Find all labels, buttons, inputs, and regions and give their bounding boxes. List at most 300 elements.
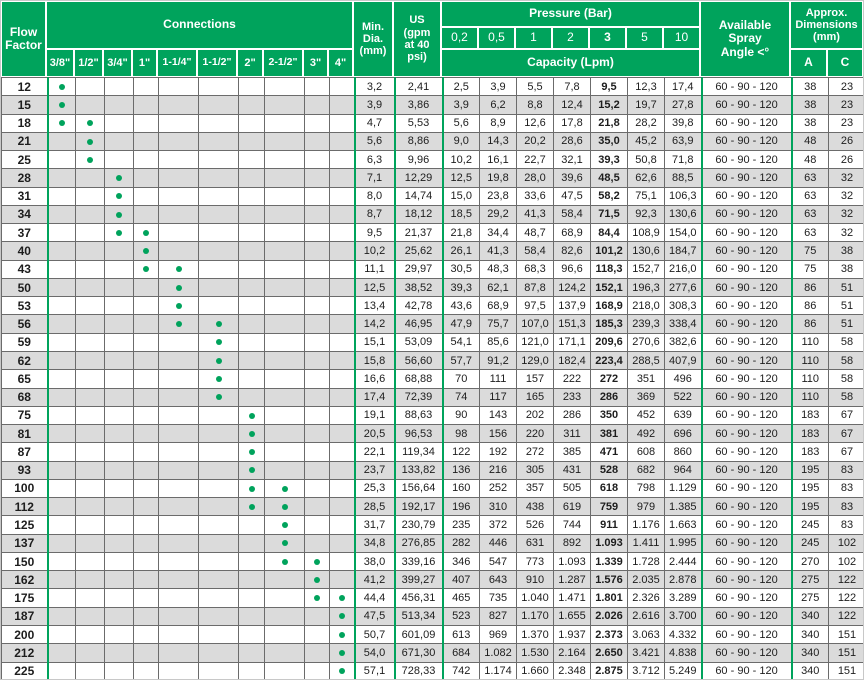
connection-cell xyxy=(239,625,265,643)
us-gpm-cell: 9,96 xyxy=(395,151,443,169)
connection-cell xyxy=(159,498,199,516)
min-dia-cell: 4,7 xyxy=(355,114,395,132)
connection-cell xyxy=(305,132,330,150)
connection-cell xyxy=(105,315,134,333)
connection-dot-icon xyxy=(216,339,222,345)
connection-cell xyxy=(105,498,134,516)
capacity-cell: 431 xyxy=(554,461,591,479)
connection-cell xyxy=(76,552,105,570)
connection-cell xyxy=(134,260,159,278)
connection-cell xyxy=(265,479,305,497)
capacity-cell: 382,6 xyxy=(665,333,702,351)
capacity-cell: 18,5 xyxy=(443,205,480,223)
capacity-cell: 310 xyxy=(480,498,517,516)
connection-cell xyxy=(134,242,159,260)
us-gpm-cell: 5,53 xyxy=(395,114,443,132)
min-dia-cell: 41,2 xyxy=(355,571,395,589)
connection-cell xyxy=(265,242,305,260)
capacity-cell: 129,0 xyxy=(517,351,554,369)
connection-dot-icon xyxy=(116,212,122,218)
connection-dot-icon xyxy=(176,285,182,291)
capacity-cell: 143 xyxy=(480,406,517,424)
connection-cell xyxy=(105,278,134,296)
us-gpm-cell: 25,62 xyxy=(395,242,443,260)
connection-cell xyxy=(105,662,134,680)
connection-cell xyxy=(105,589,134,607)
dim-a-cell: 48 xyxy=(792,151,829,169)
capacity-cell: 98 xyxy=(443,425,480,443)
capacity-cell: 1.728 xyxy=(628,552,665,570)
capacity-cell: 41,3 xyxy=(517,205,554,223)
capacity-cell: 8,9 xyxy=(480,114,517,132)
connection-cell xyxy=(48,151,76,169)
connection-dot-icon xyxy=(339,613,345,619)
min-dia-cell: 47,5 xyxy=(355,607,395,625)
header-spray-angle xyxy=(700,1,790,77)
connection-cell xyxy=(330,625,355,643)
dim-a-cell: 75 xyxy=(792,242,829,260)
capacity-cell: 1.129 xyxy=(665,479,702,497)
capacity-cell: 48,3 xyxy=(480,260,517,278)
connection-dot-icon xyxy=(116,193,122,199)
spray-angle-cell: 60 - 90 - 120 xyxy=(702,461,792,479)
capacity-cell: 12,6 xyxy=(517,114,554,132)
connection-cell xyxy=(48,443,76,461)
connection-cell xyxy=(199,224,239,242)
connection-cell xyxy=(239,607,265,625)
connection-cell xyxy=(134,151,159,169)
capacity-cell: 16,1 xyxy=(480,151,517,169)
capacity-cell: 26,1 xyxy=(443,242,480,260)
connection-dot-icon xyxy=(249,431,255,437)
connection-dot-icon xyxy=(216,321,222,327)
connection-cell xyxy=(159,589,199,607)
connection-cell xyxy=(76,351,105,369)
capacity-cell: 152,7 xyxy=(628,260,665,278)
capacity-cell: 39,3 xyxy=(591,151,628,169)
min-dia-cell: 57,1 xyxy=(355,662,395,680)
connection-cell xyxy=(265,625,305,643)
connection-cell xyxy=(76,205,105,223)
connection-cell xyxy=(305,425,330,443)
connection-cell xyxy=(48,96,76,114)
connection-cell xyxy=(265,498,305,516)
capacity-cell: 121,0 xyxy=(517,333,554,351)
table-row xyxy=(2,479,864,497)
table-row xyxy=(2,406,864,424)
flow-factor-cell: 87 xyxy=(2,443,48,461)
dim-c-cell: 51 xyxy=(829,278,864,296)
min-dia-cell: 38,0 xyxy=(355,552,395,570)
connection-dot-icon xyxy=(339,632,345,638)
capacity-cell: 184,7 xyxy=(665,242,702,260)
capacity-cell: 48,7 xyxy=(517,224,554,242)
flow-factor-cell: 18 xyxy=(2,114,48,132)
capacity-cell: 124,2 xyxy=(554,278,591,296)
dim-a-cell: 275 xyxy=(792,589,829,607)
capacity-cell: 84,4 xyxy=(591,224,628,242)
connection-cell xyxy=(159,571,199,589)
connection-cell xyxy=(330,479,355,497)
dim-a-cell: 195 xyxy=(792,479,829,497)
connection-cell xyxy=(199,260,239,278)
connection-cell xyxy=(330,461,355,479)
connection-dot-icon xyxy=(87,139,93,145)
connection-cell xyxy=(76,461,105,479)
connection-cell xyxy=(76,571,105,589)
min-dia-cell: 3,2 xyxy=(355,78,395,96)
flow-factor-cell: 112 xyxy=(2,498,48,516)
capacity-cell: 233 xyxy=(554,388,591,406)
connection-cell xyxy=(330,278,355,296)
connection-cell xyxy=(134,425,159,443)
connection-cell xyxy=(305,297,330,315)
flow-factor-cell: 187 xyxy=(2,607,48,625)
connection-cell xyxy=(159,96,199,114)
capacity-cell: 216 xyxy=(480,461,517,479)
spray-angle-cell: 60 - 90 - 120 xyxy=(702,224,792,242)
capacity-cell: 2.650 xyxy=(591,644,628,662)
spray-angle-cell: 60 - 90 - 120 xyxy=(702,169,792,187)
dim-a-cell: 183 xyxy=(792,443,829,461)
connection-dot-icon xyxy=(59,84,65,90)
capacity-cell: 1.576 xyxy=(591,571,628,589)
capacity-cell: 62,1 xyxy=(480,278,517,296)
connection-cell xyxy=(48,205,76,223)
connection-cell xyxy=(48,644,76,662)
capacity-cell: 75,1 xyxy=(628,187,665,205)
connection-cell xyxy=(76,388,105,406)
connection-cell xyxy=(305,169,330,187)
min-dia-cell: 10,2 xyxy=(355,242,395,260)
header-pressure-0-5: 0,5 xyxy=(478,27,515,49)
header-pressure-3: 3 xyxy=(589,27,626,49)
connection-cell xyxy=(48,132,76,150)
connection-cell xyxy=(265,260,305,278)
connection-dot-icon xyxy=(143,248,149,254)
connection-cell xyxy=(265,388,305,406)
dim-a-cell: 275 xyxy=(792,571,829,589)
capacity-cell: 71,5 xyxy=(591,205,628,223)
connection-cell xyxy=(105,552,134,570)
capacity-cell: 62,6 xyxy=(628,169,665,187)
flow-factor-cell: 212 xyxy=(2,644,48,662)
connection-dot-icon xyxy=(282,522,288,528)
connection-dot-icon xyxy=(282,486,288,492)
connection-cell xyxy=(199,187,239,205)
capacity-cell: 372 xyxy=(480,516,517,534)
table-header xyxy=(1,1,863,77)
connection-cell xyxy=(330,552,355,570)
connection-cell xyxy=(199,297,239,315)
connection-cell xyxy=(330,662,355,680)
capacity-cell: 2.444 xyxy=(665,552,702,570)
connection-cell xyxy=(239,333,265,351)
header-flow-factor: Flow Factor xyxy=(1,1,46,77)
dim-c-cell: 122 xyxy=(829,607,864,625)
connection-cell xyxy=(48,607,76,625)
capacity-cell: 41,3 xyxy=(480,242,517,260)
connection-cell xyxy=(305,406,330,424)
dim-a-cell: 245 xyxy=(792,516,829,534)
capacity-cell: 28,6 xyxy=(554,132,591,150)
header-approx-line3: (mm) xyxy=(813,31,840,44)
connection-cell xyxy=(199,205,239,223)
connection-cell xyxy=(48,315,76,333)
dim-c-cell: 23 xyxy=(829,96,864,114)
connection-cell xyxy=(76,479,105,497)
dim-c-cell: 122 xyxy=(829,571,864,589)
capacity-cell: 979 xyxy=(628,498,665,516)
flow-factor-cell: 31 xyxy=(2,187,48,205)
capacity-cell: 63,9 xyxy=(665,132,702,150)
us-gpm-cell: 728,33 xyxy=(395,662,443,680)
dim-a-cell: 38 xyxy=(792,96,829,114)
connection-cell xyxy=(48,662,76,680)
connection-cell xyxy=(134,370,159,388)
capacity-cell: 892 xyxy=(554,534,591,552)
us-gpm-cell: 513,34 xyxy=(395,607,443,625)
connection-cell xyxy=(265,333,305,351)
dim-a-cell: 195 xyxy=(792,461,829,479)
connection-cell xyxy=(305,607,330,625)
connection-dot-icon xyxy=(176,303,182,309)
header-size-1: 1" xyxy=(132,49,157,77)
table-row xyxy=(2,187,864,205)
connection-cell xyxy=(48,187,76,205)
capacity-cell: 1.174 xyxy=(480,662,517,680)
capacity-cell: 28,2 xyxy=(628,114,665,132)
capacity-cell: 68,9 xyxy=(480,297,517,315)
table-row xyxy=(2,351,864,369)
connection-cell xyxy=(239,114,265,132)
connection-cell xyxy=(239,242,265,260)
header-size-2: 2" xyxy=(237,49,263,77)
dim-a-cell: 63 xyxy=(792,169,829,187)
header-size-3: 3" xyxy=(303,49,328,77)
connection-dot-icon xyxy=(216,358,222,364)
capacity-cell: 505 xyxy=(554,479,591,497)
connection-cell xyxy=(239,498,265,516)
connection-cell xyxy=(330,589,355,607)
capacity-cell: 90 xyxy=(443,406,480,424)
connection-cell xyxy=(265,315,305,333)
connection-cell xyxy=(105,644,134,662)
connection-cell xyxy=(305,534,330,552)
us-gpm-cell: 53,09 xyxy=(395,333,443,351)
connection-cell xyxy=(159,406,199,424)
connection-cell xyxy=(105,151,134,169)
table-row xyxy=(2,516,864,534)
capacity-cell: 523 xyxy=(443,607,480,625)
connection-dot-icon xyxy=(282,559,288,565)
min-dia-cell: 22,1 xyxy=(355,443,395,461)
connection-cell xyxy=(134,388,159,406)
capacity-cell: 68,3 xyxy=(517,260,554,278)
dim-a-cell: 183 xyxy=(792,425,829,443)
capacity-cell: 17,4 xyxy=(665,78,702,96)
flow-factor-cell: 12 xyxy=(2,78,48,96)
flow-factor-cell: 21 xyxy=(2,132,48,150)
connection-dot-icon xyxy=(249,449,255,455)
connection-cell xyxy=(265,205,305,223)
connection-cell xyxy=(76,443,105,461)
connection-cell xyxy=(159,297,199,315)
table-row xyxy=(2,205,864,223)
connection-cell xyxy=(305,351,330,369)
connection-cell xyxy=(305,589,330,607)
connection-cell xyxy=(305,187,330,205)
connection-cell xyxy=(199,132,239,150)
spray-angle-cell: 60 - 90 - 120 xyxy=(702,589,792,607)
connection-dot-icon xyxy=(314,595,320,601)
flow-factor-cell: 50 xyxy=(2,278,48,296)
dim-c-cell: 51 xyxy=(829,315,864,333)
header-dim-a: A xyxy=(790,49,827,77)
dim-a-cell: 63 xyxy=(792,187,829,205)
flow-factor-cell: 59 xyxy=(2,333,48,351)
connection-cell xyxy=(159,351,199,369)
capacity-cell: 6,2 xyxy=(480,96,517,114)
connection-cell xyxy=(330,78,355,96)
header-size-3-8: 3/8" xyxy=(46,49,74,77)
connection-cell xyxy=(199,552,239,570)
connection-cell xyxy=(330,297,355,315)
capacity-cell: 54,1 xyxy=(443,333,480,351)
connection-cell xyxy=(76,370,105,388)
header-pressure-1: 1 xyxy=(515,27,552,49)
capacity-cell: 759 xyxy=(591,498,628,516)
capacity-cell: 29,2 xyxy=(480,205,517,223)
capacity-cell: 130,6 xyxy=(665,205,702,223)
min-dia-cell: 8,0 xyxy=(355,187,395,205)
connection-cell xyxy=(105,242,134,260)
capacity-cell: 5,6 xyxy=(443,114,480,132)
connection-cell xyxy=(159,425,199,443)
capacity-cell: 1.093 xyxy=(591,534,628,552)
connection-cell xyxy=(199,571,239,589)
connection-cell xyxy=(105,187,134,205)
capacity-cell: 75,7 xyxy=(480,315,517,333)
flow-factor-cell: 56 xyxy=(2,315,48,333)
min-dia-cell: 44,4 xyxy=(355,589,395,607)
connection-cell xyxy=(199,589,239,607)
flow-factor-cell: 137 xyxy=(2,534,48,552)
flow-factor-cell: 175 xyxy=(2,589,48,607)
connection-cell xyxy=(265,151,305,169)
connection-cell xyxy=(305,498,330,516)
capacity-cell: 106,3 xyxy=(665,187,702,205)
us-gpm-cell: 276,85 xyxy=(395,534,443,552)
capacity-cell: 1.660 xyxy=(517,662,554,680)
min-dia-cell: 19,1 xyxy=(355,406,395,424)
connection-cell xyxy=(265,571,305,589)
connection-cell xyxy=(199,388,239,406)
connection-cell xyxy=(134,406,159,424)
capacity-cell: 696 xyxy=(665,425,702,443)
capacity-cell: 742 xyxy=(443,662,480,680)
capacity-cell: 185,3 xyxy=(591,315,628,333)
us-gpm-cell: 601,09 xyxy=(395,625,443,643)
connection-cell xyxy=(105,534,134,552)
connection-cell xyxy=(159,443,199,461)
capacity-cell: 156 xyxy=(480,425,517,443)
header-min-dia: Min. Dia. (mm) xyxy=(353,1,393,77)
capacity-cell: 50,8 xyxy=(628,151,665,169)
connection-cell xyxy=(134,78,159,96)
connection-cell xyxy=(239,406,265,424)
connection-cell xyxy=(239,571,265,589)
capacity-cell: 68,9 xyxy=(554,224,591,242)
table-row xyxy=(2,333,864,351)
connection-cell xyxy=(330,425,355,443)
table-row xyxy=(2,278,864,296)
connection-cell xyxy=(48,388,76,406)
capacity-cell: 286 xyxy=(591,388,628,406)
us-gpm-cell: 133,82 xyxy=(395,461,443,479)
connection-cell xyxy=(330,388,355,406)
connection-cell xyxy=(199,461,239,479)
capacity-cell: 111 xyxy=(480,370,517,388)
connection-dot-icon xyxy=(87,120,93,126)
spray-angle-cell: 60 - 90 - 120 xyxy=(702,516,792,534)
min-dia-cell: 15,1 xyxy=(355,333,395,351)
min-dia-cell: 16,6 xyxy=(355,370,395,388)
capacity-cell: 35,0 xyxy=(591,132,628,150)
table-row xyxy=(2,607,864,625)
connection-cell xyxy=(105,443,134,461)
connection-cell xyxy=(239,351,265,369)
connection-cell xyxy=(265,114,305,132)
capacity-cell: 618 xyxy=(591,479,628,497)
us-gpm-cell: 339,16 xyxy=(395,552,443,570)
connection-cell xyxy=(265,425,305,443)
dim-c-cell: 38 xyxy=(829,242,864,260)
capacity-cell: 15,2 xyxy=(591,96,628,114)
capacity-cell: 12,5 xyxy=(443,169,480,187)
flow-factor-cell: 15 xyxy=(2,96,48,114)
dim-c-cell: 151 xyxy=(829,644,864,662)
dim-c-cell: 58 xyxy=(829,333,864,351)
us-gpm-cell: 119,34 xyxy=(395,443,443,461)
connection-cell xyxy=(330,498,355,516)
connection-cell xyxy=(159,534,199,552)
dim-c-cell: 32 xyxy=(829,205,864,223)
spray-angle-cell: 60 - 90 - 120 xyxy=(702,114,792,132)
header-pressure-2: 2 xyxy=(552,27,589,49)
table-row xyxy=(2,96,864,114)
dim-a-cell: 110 xyxy=(792,370,829,388)
dim-a-cell: 86 xyxy=(792,278,829,296)
capacity-cell: 137,9 xyxy=(554,297,591,315)
connection-cell xyxy=(199,78,239,96)
capacity-cell: 526 xyxy=(517,516,554,534)
table-row xyxy=(2,315,864,333)
connection-cell xyxy=(305,205,330,223)
connection-dot-icon xyxy=(143,266,149,272)
capacity-cell: 827 xyxy=(480,607,517,625)
capacity-cell: 351 xyxy=(628,370,665,388)
flow-factor-cell: 62 xyxy=(2,351,48,369)
spray-angle-cell: 60 - 90 - 120 xyxy=(702,78,792,96)
capacity-cell: 9,5 xyxy=(591,78,628,96)
connection-cell xyxy=(105,132,134,150)
capacity-cell: 1.937 xyxy=(554,625,591,643)
us-gpm-cell: 12,29 xyxy=(395,169,443,187)
dim-c-cell: 151 xyxy=(829,662,864,680)
capacity-cell: 4.332 xyxy=(665,625,702,643)
capacity-cell: 338,4 xyxy=(665,315,702,333)
